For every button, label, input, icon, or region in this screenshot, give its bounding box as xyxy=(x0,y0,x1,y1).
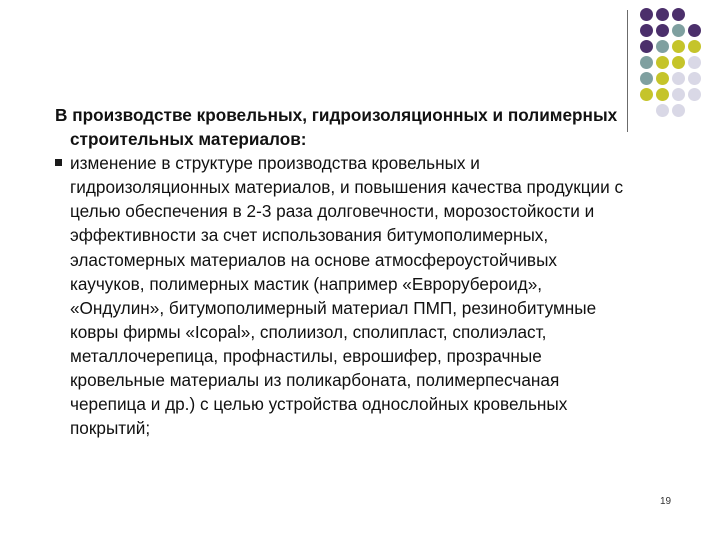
slide-heading: В производстве кровельных, гидроизоляционных и полимерных строительных материалов: xyxy=(55,105,618,150)
decorative-dot xyxy=(640,104,653,117)
decorative-dot xyxy=(656,40,669,53)
decorative-dot xyxy=(656,24,669,37)
decorative-dot xyxy=(688,8,701,21)
decorative-dot xyxy=(656,88,669,101)
decorative-dot xyxy=(640,8,653,21)
decorative-dot xyxy=(672,40,685,53)
decorative-dot xyxy=(640,24,653,37)
decorative-dot xyxy=(688,88,701,101)
decorative-dot xyxy=(672,56,685,69)
decorative-dot xyxy=(672,104,685,117)
slide-body xyxy=(55,103,625,440)
decorative-dot xyxy=(672,88,685,101)
decorative-dot xyxy=(672,24,685,37)
decorative-dot xyxy=(656,8,669,21)
decorative-dot xyxy=(672,72,685,85)
square-bullet-icon xyxy=(55,159,62,166)
decorative-dot xyxy=(656,72,669,85)
decorative-dot xyxy=(656,104,669,117)
decorative-dot xyxy=(688,72,701,85)
bullet-item xyxy=(55,151,625,440)
decorative-dot xyxy=(640,72,653,85)
decorative-dot xyxy=(688,40,701,53)
decorative-dot xyxy=(640,40,653,53)
decorative-dot-grid xyxy=(640,8,702,118)
decorative-dot xyxy=(688,24,701,37)
decorative-divider-line xyxy=(627,10,628,132)
bullet-text: изменение в структуре производства кровельных и гидроизоляционных материалов, и повышения качества продукции с целью обеспечения в 2-3 раза долговечности, морозостойкости и эффективности за счет использования битумополимерных, эластомерных материалов на основе атмосфероустойчивых каучуков, полимерных мастик (например «Еврорубероид», «Ондулин», битумополимерный материал ПМП, резинобитумные ковры фирмы «Icopal», сполиизол, сполипласт, сполиэласт, металлочерепица, профнастилы, еврошифер, прозрачные кровельные материалы из поликарбоната, полимерпесчаная черепица и др.) с целью устройства однослойных кровельных покрытий; xyxy=(70,153,624,439)
decorative-dot xyxy=(640,88,653,101)
page-number: 19 xyxy=(660,496,672,507)
decorative-dot xyxy=(656,56,669,69)
decorative-dot xyxy=(688,104,701,117)
decorative-dot xyxy=(672,8,685,21)
decorative-dot xyxy=(640,56,653,69)
decorative-dot xyxy=(688,56,701,69)
